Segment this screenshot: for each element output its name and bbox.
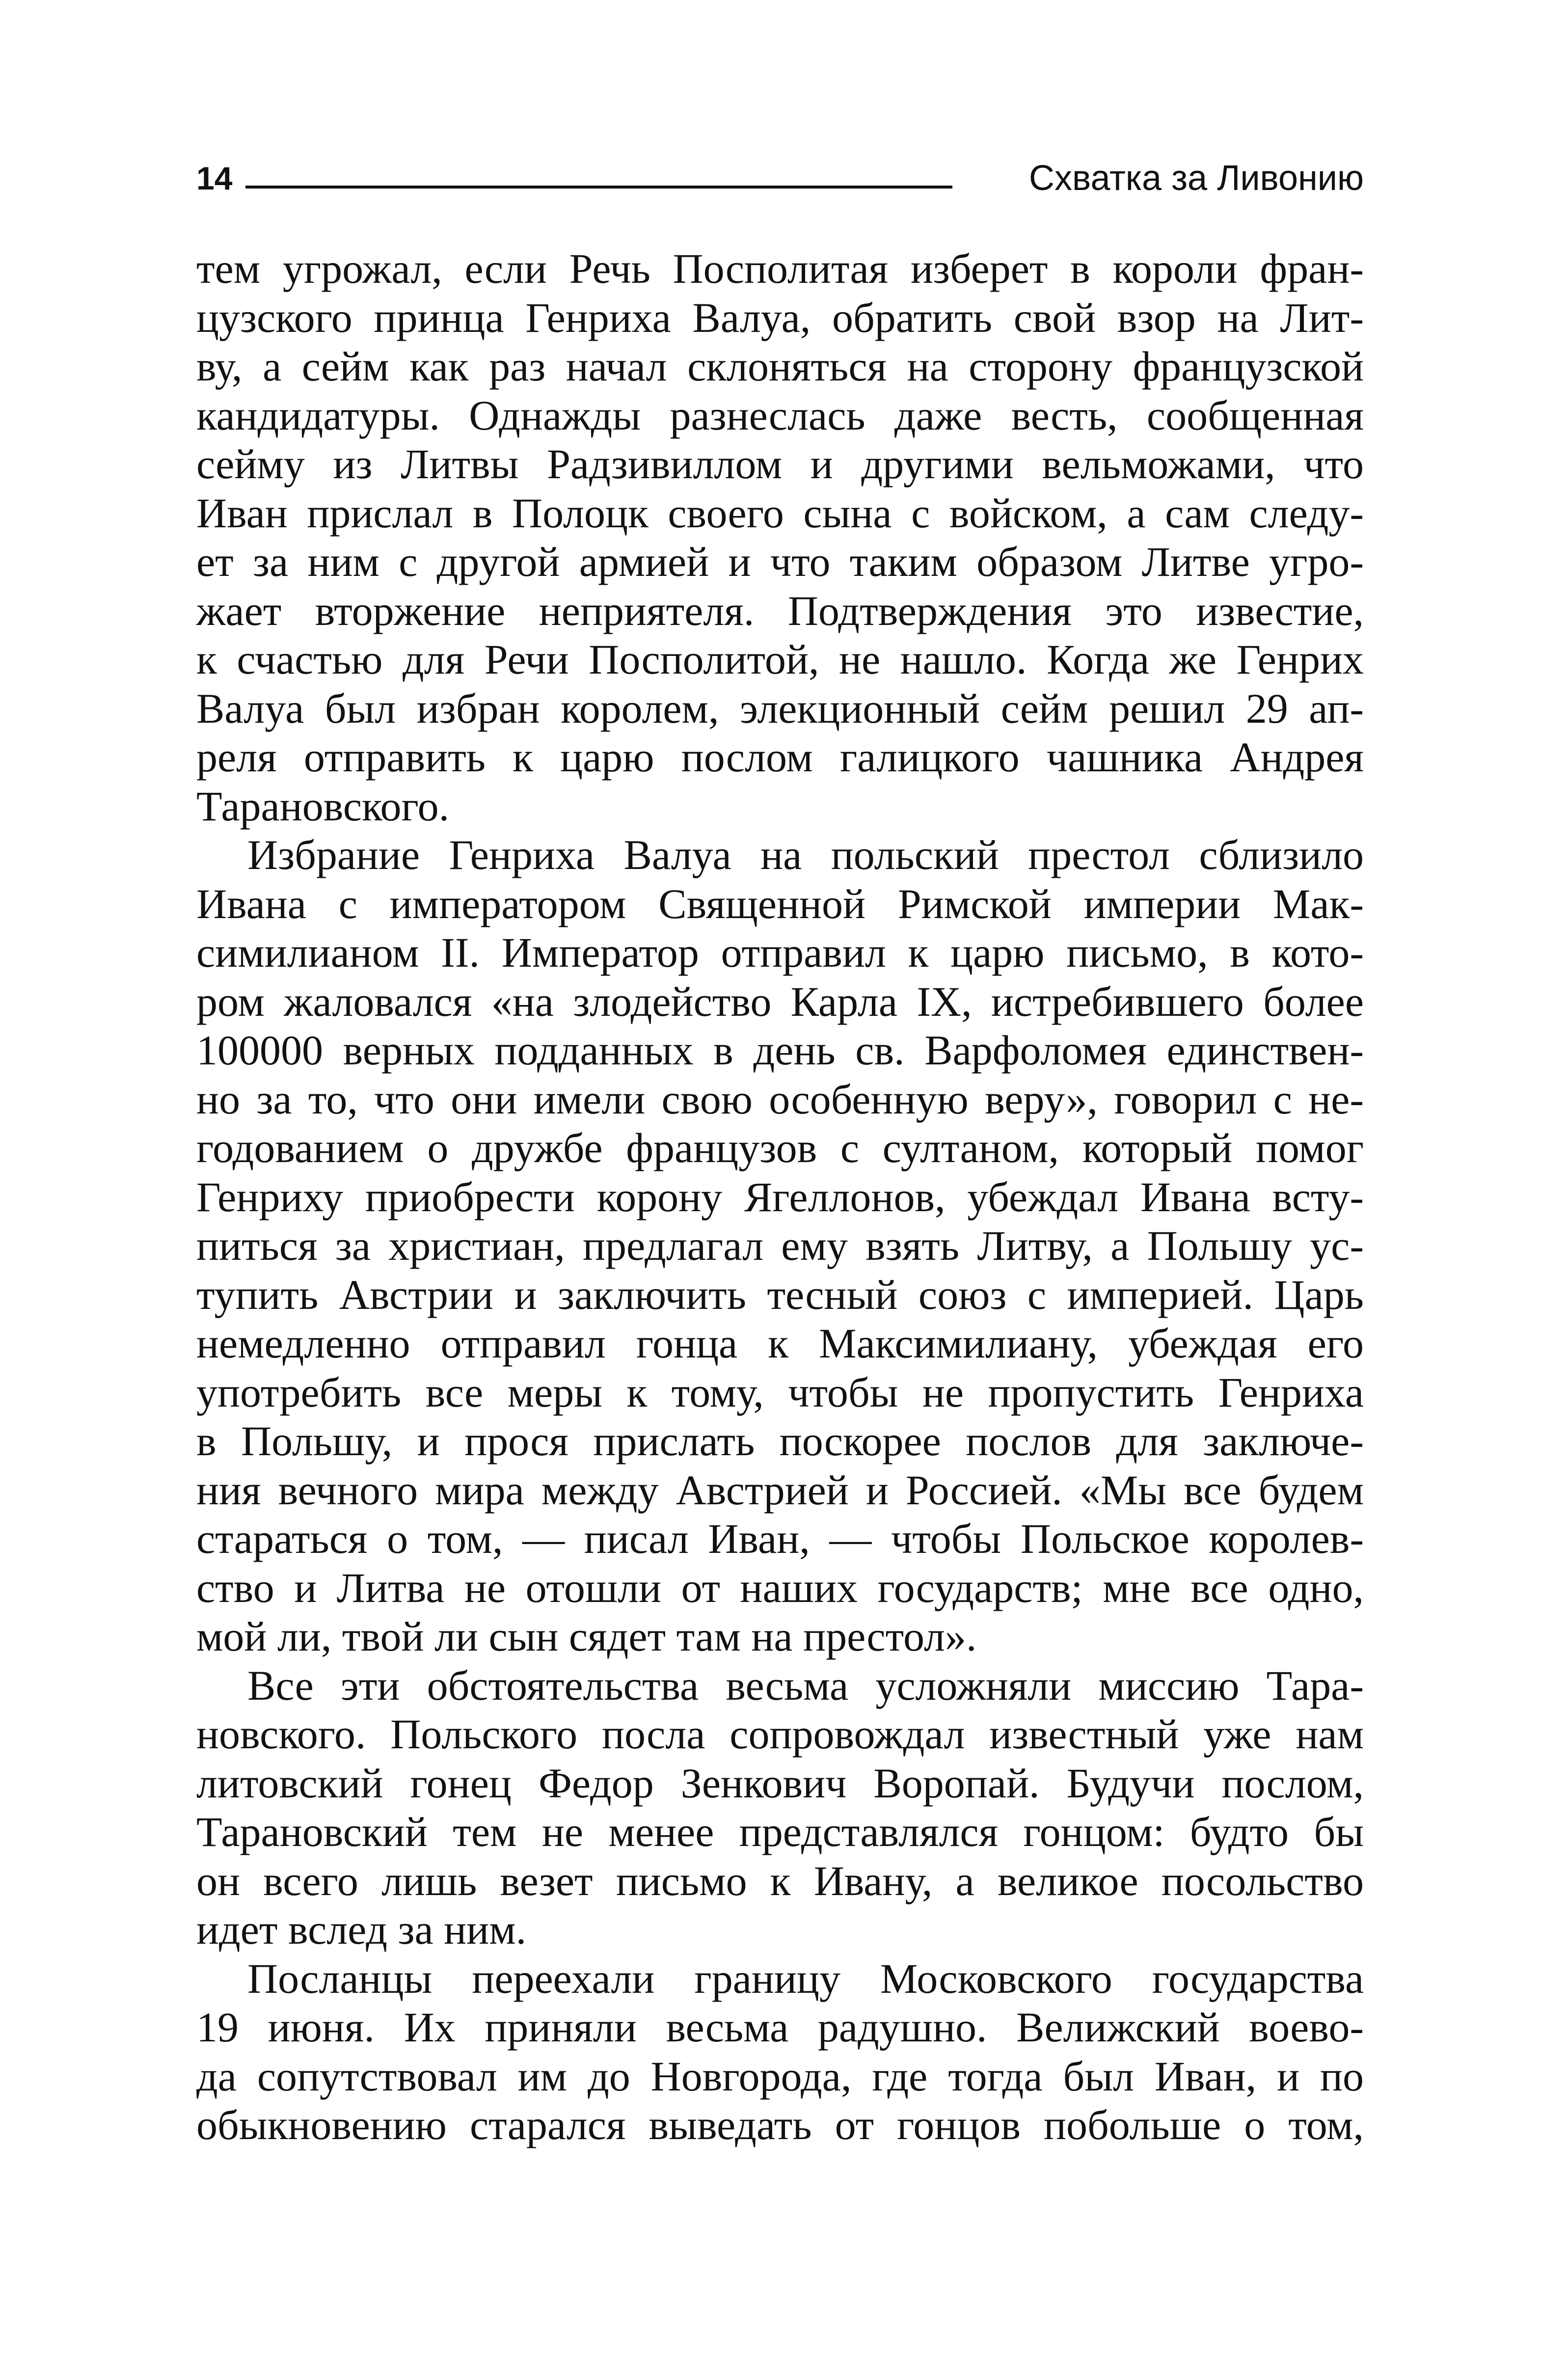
text-line: ром жаловался «на злодейство Карла IX, истребившего более bbox=[196, 977, 1364, 1025]
text-line: тупить Австрии и заключить тесный союз с империей. Царь bbox=[196, 1271, 1364, 1318]
header-rule bbox=[245, 186, 952, 189]
text-line: ет за ним с другой армией и что таким образом Литве угро- bbox=[196, 538, 1364, 585]
text-line: стараться о том, — писал Иван, — чтобы Польское королев- bbox=[196, 1515, 1364, 1562]
text-line: обыкновению старался выведать от гонцов побольше о том, bbox=[196, 2101, 1364, 2148]
text-line: Тарановского. bbox=[196, 782, 450, 830]
paragraph bbox=[196, 831, 1364, 1661]
text-line: Тарановский тем не менее представлялся гонцом: будто бы bbox=[196, 1808, 1364, 1855]
text-line: симилианом II. Император отправил к царю письмо, в кото- bbox=[196, 929, 1364, 976]
running-title: Схватка за Ливонию bbox=[1029, 159, 1364, 198]
text-line: новского. Польского посла сопровождал известный уже нам bbox=[196, 1710, 1364, 1758]
text-line: он всего лишь везет письмо к Ивану, а великое посольство bbox=[196, 1857, 1364, 1904]
text-line: употребить все меры к тому, чтобы не пропустить Генриха bbox=[196, 1368, 1364, 1416]
body-text bbox=[196, 244, 1364, 2150]
text-line: сейму из Литвы Радзивиллом и другими вельможами, что bbox=[196, 440, 1364, 488]
text-line: Ивана с императором Священной Римской империи Мак- bbox=[196, 880, 1364, 927]
text-line: идет вслед за ним. bbox=[196, 1906, 527, 1953]
text-line: ния вечного мира между Австрией и Россией. «Мы все будем bbox=[196, 1466, 1364, 1514]
text-line: 19 июня. Их приняли весьма радушно. Велижский воево- bbox=[196, 2004, 1364, 2051]
running-head bbox=[196, 156, 1364, 200]
text-line: реля отправить к царю послом галицкого чашника Андрея bbox=[196, 733, 1364, 781]
text-line: к счастью для Речи Посполитой, не нашло. Когда же Генрих bbox=[196, 636, 1364, 683]
paragraph bbox=[196, 1954, 1364, 2150]
text-line: ву, а сейм как раз начал склоняться на сторону французской bbox=[196, 343, 1364, 390]
text-line: тем угрожал, если Речь Посполитая изберет в короли фран- bbox=[196, 245, 1364, 292]
text-line: да сопутствовал им до Новгорода, где тогда был Иван, и по bbox=[196, 2052, 1364, 2100]
text-line: Все эти обстоятельства весьма усложняли миссию Тара- bbox=[247, 1661, 1364, 1709]
text-line: Генриху приобрести корону Ягеллонов, убеждал Ивана всту- bbox=[196, 1173, 1364, 1221]
text-line: годованием о дружбе французов с султаном, который помог bbox=[196, 1124, 1364, 1171]
text-line: Избрание Генриха Валуа на польский престол сблизило bbox=[247, 831, 1364, 878]
page-number: 14 bbox=[196, 160, 233, 196]
text-line: Валуа был избран королем, элекционный сейм решил 29 ап- bbox=[196, 684, 1364, 732]
text-line: Иван прислал в Полоцк своего сына с войском, а сам следу- bbox=[196, 489, 1364, 537]
text-line: но за то, что они имели свою особенную веру», говорил с не- bbox=[196, 1075, 1364, 1123]
text-line: в Польшу, и прося прислать поскорее послов для заключе- bbox=[196, 1417, 1364, 1465]
text-line: Посланцы переехали границу Московского государства bbox=[247, 1954, 1364, 2002]
text-line: мой ли, твой ли сын сядет там на престол». bbox=[196, 1613, 977, 1660]
text-line: ство и Литва не отошли от наших государств; мне все одно, bbox=[196, 1564, 1364, 1611]
text-line: немедленно отправил гонца к Максимилиану, убеждая его bbox=[196, 1320, 1364, 1367]
text-line: литовский гонец Федор Зенкович Воропай. Будучи послом, bbox=[196, 1759, 1364, 1807]
text-line: питься за христиан, предлагал ему взять Литву, а Польшу ус- bbox=[196, 1222, 1364, 1269]
text-line: 100000 верных подданных в день св. Варфоломея единствен- bbox=[196, 1027, 1364, 1074]
text-line: кандидатуры. Однажды разнеслась даже весть, сообщенная bbox=[196, 391, 1364, 439]
paragraph bbox=[196, 1661, 1364, 1954]
paragraph bbox=[196, 244, 1364, 831]
text-line: жает вторжение неприятеля. Подтверждения это известие, bbox=[196, 587, 1364, 634]
text-line: цузского принца Генриха Валуа, обратить свой взор на Лит- bbox=[196, 294, 1364, 341]
